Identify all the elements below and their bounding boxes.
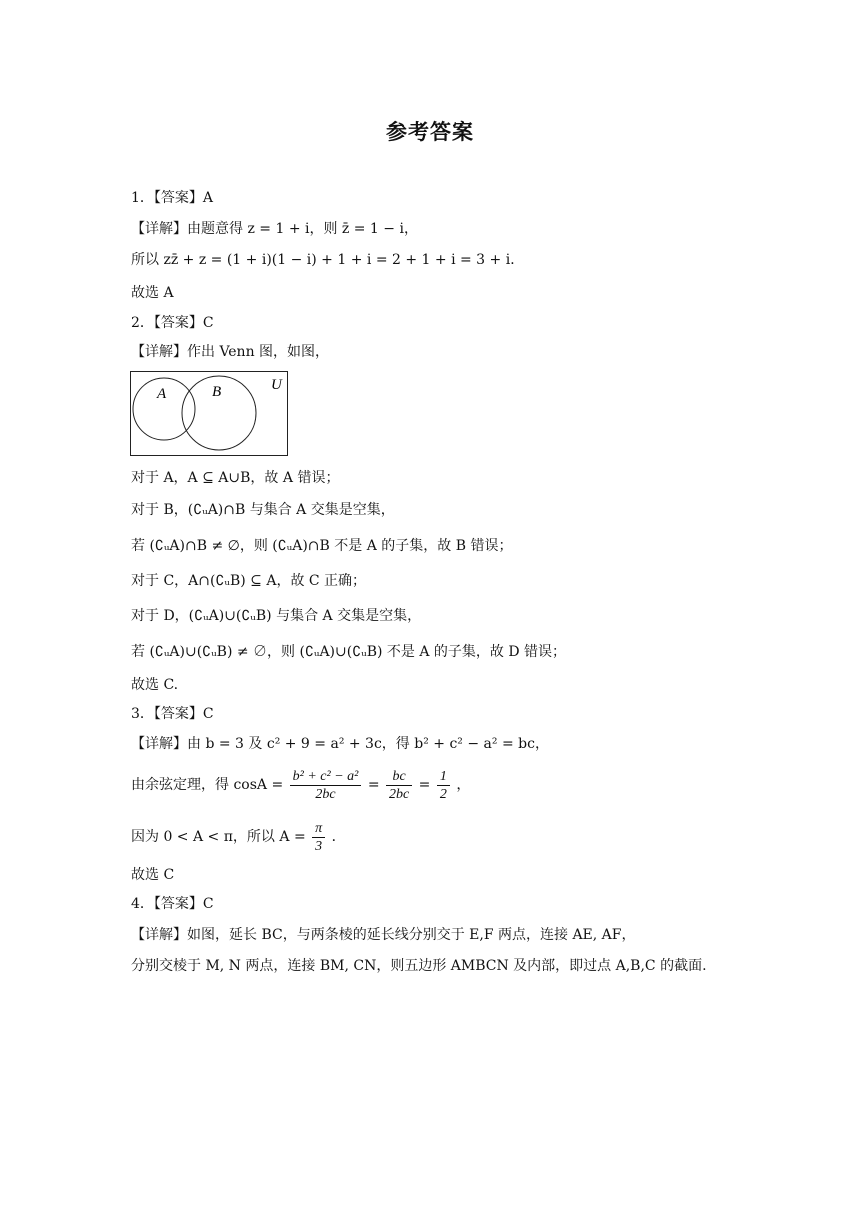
q3-fraction-2-denominator: 2bc — [389, 786, 410, 802]
q3-fraction-1 — [290, 768, 362, 803]
q3-angle-suffix: ． — [331, 829, 346, 845]
q2-conclusion: 故选 C. — [131, 677, 179, 693]
q3-detail-line1: 【详解】由 b = 3 及 c² + 9 = a² + 3c，得 b² + c² − a² = bc， — [131, 736, 549, 752]
venn-label-b: B — [212, 384, 222, 400]
q3-equals-2: = — [418, 777, 431, 793]
venn-label-u: U — [271, 377, 282, 393]
venn-universe-box — [131, 372, 288, 456]
q2-detail-line2: 对于 A，A ⊆ A∪B，故 A 错误； — [131, 470, 340, 486]
q3-fraction-2 — [386, 768, 412, 803]
venn-label-a: A — [157, 386, 167, 402]
q3-header: 3．【答案】C — [131, 706, 214, 722]
q3-fraction-2-numerator: bc — [386, 768, 412, 786]
q3-cosine-prefix: 由余弦定理，得 cosA = — [131, 777, 284, 793]
q2-detail-line7: 若 (∁ᵤA)∪(∁ᵤB) ≠ ∅，则 (∁ᵤA)∪(∁ᵤB) 不是 A 的子集，故 D 错误； — [131, 644, 567, 660]
q3-cosine-suffix: ， — [456, 777, 471, 793]
q3-fraction-4-denominator: 3 — [315, 838, 323, 854]
q3-fraction-3-numerator: 1 — [437, 768, 450, 786]
q2-detail-line5: 对于 C，A∩(∁ᵤB) ⊆ A，故 C 正确； — [131, 573, 367, 589]
q2-header: 2．【答案】C — [131, 315, 214, 331]
q1-detail-line1: 【详解】由题意得 z = 1 + i，则 z̄ = 1 − i， — [131, 221, 418, 237]
q4-detail-line2: 分别交棱于 M, N 两点，连接 BM, CN，则五边形 AMBCN 及内部，即过点 A,B,C 的截面. — [131, 958, 707, 974]
page-title: 参考答案 — [386, 120, 474, 144]
q3-cosine-line — [131, 764, 470, 806]
q3-angle-line — [131, 816, 346, 858]
q1-conclusion: 故选 A — [131, 285, 174, 301]
q3-fraction-3 — [437, 768, 450, 803]
q3-fraction-1-numerator: b² + c² − a² — [290, 768, 362, 786]
q1-detail-line2: 所以 zz̄ + z = (1 + i)(1 − i) + 1 + i = 2 + 1 + i = 3 + i． — [131, 252, 525, 268]
q3-conclusion: 故选 C — [131, 867, 175, 883]
q4-detail-line1: 【详解】如图，延长 BC，与两条棱的延长线分别交于 E,F 两点，连接 AE, AF， — [131, 927, 636, 943]
q2-detail-line3: 对于 B，(∁ᵤA)∩B 与集合 A 交集是空集， — [131, 502, 395, 518]
q2-detail-line6: 对于 D，(∁ᵤA)∪(∁ᵤB) 与集合 A 交集是空集， — [131, 608, 422, 624]
q2-detail-line4: 若 (∁ᵤA)∩B ≠ ∅，则 (∁ᵤA)∩B 不是 A 的子集，故 B 错误； — [131, 538, 513, 554]
q4-header: 4．【答案】C — [131, 896, 214, 912]
q3-angle-prefix: 因为 0 < A < π，所以 A = — [131, 829, 306, 845]
q3-equals-1: = — [367, 777, 380, 793]
q3-fraction-4-numerator: π — [312, 820, 325, 838]
q3-fraction-4 — [312, 820, 325, 855]
q2-detail-line1: 【详解】作出 Venn 图，如图， — [131, 344, 330, 360]
q3-fraction-3-denominator: 2 — [439, 786, 447, 802]
venn-diagram — [130, 371, 290, 457]
q1-header: 1．【答案】A — [131, 190, 214, 206]
q3-fraction-1-denominator: 2bc — [315, 786, 336, 802]
